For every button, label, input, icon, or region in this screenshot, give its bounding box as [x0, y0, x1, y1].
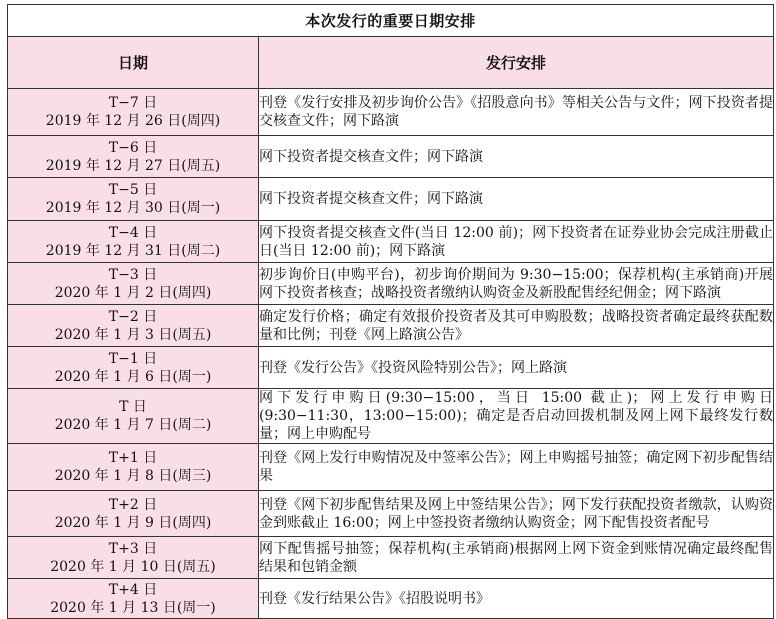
trading-day-label: T−7 日	[108, 95, 158, 111]
date-cell	[8, 305, 259, 347]
table-row	[8, 444, 774, 491]
calendar-date-label: 2020 年 1 月 9 日(周四)	[54, 514, 212, 531]
trading-day-label: T+1 日	[108, 450, 158, 466]
date-cell	[8, 389, 259, 444]
date-cell	[8, 263, 259, 305]
arrangement-cell: 网下配售摇号抽签；保荐机构(主承销商)根据网上网下资金到账情况确定最终配售结果和包销金额	[259, 537, 774, 579]
trading-day-label: T−1 日	[108, 350, 158, 367]
trading-day-label: T−2 日	[108, 308, 158, 325]
arrangement-cell: 刊登《网下初步配售结果及网上中签结果公告》；网下发行获配投资者缴款，认购资金到账截止 16:00；网上中签投资者缴纳认购资金；网下配售投资者配号	[259, 491, 774, 537]
table-row	[8, 136, 774, 178]
date-cell	[8, 178, 259, 221]
arrangement-cell: 初步询价日(申购平台)，初步询价期间为 9:30−15:00；保荐机构(主承销商)开展网下投资者核查；战略投资者缴纳认购资金及新股配售经纪佣金；网下路演	[259, 263, 774, 305]
table-row	[8, 491, 774, 537]
arrangement-cell: 网下投资者提交核查文件；网下路演	[259, 136, 774, 178]
table-row	[8, 537, 774, 579]
trading-day-label: T+2 日	[108, 496, 158, 513]
arrangement-cell: 网下投资者提交核查文件；网下路演	[259, 178, 774, 221]
calendar-date-label: 2020 年 1 月 8 日(周三)	[54, 468, 212, 484]
arrangement-cell: 刊登《发行安排及初步询价公告》《招股意向书》等相关公告与文件；网下投资者提交核查文件；网下路演	[259, 89, 774, 136]
trading-day-label: T−3 日	[108, 266, 158, 283]
trading-day-label: T−5 日	[108, 182, 158, 198]
arrangement-cell: 刊登《发行公告》《投资风险特别公告》；网上路演	[259, 347, 774, 389]
calendar-date-label: 2019 年 12 月 26 日(周四)	[45, 113, 221, 129]
calendar-date-label: 2020 年 1 月 6 日(周一)	[54, 368, 212, 385]
arrangement-cell: 网下发行申购日(9:30−15:00，当日 15:00 截止)；网上发行申购日(9:30−11:30，13:00−15:00)；确定是否启动回拨机制及网上网下最终发行数量；网上申购配号	[259, 390, 774, 442]
calendar-date-label: 2020 年 1 月 3 日(周五)	[54, 326, 212, 343]
date-cell	[8, 491, 259, 537]
table-header-row	[8, 37, 774, 89]
column-header-date: 日期	[8, 37, 259, 89]
schedule-table	[7, 4, 774, 619]
table-row	[8, 178, 774, 221]
table-title-row	[8, 5, 774, 37]
date-cell	[8, 89, 259, 136]
calendar-date-label: 2019 年 12 月 27 日(周五)	[45, 157, 221, 174]
trading-day-label: T+4 日	[108, 581, 158, 598]
arrangement-cell: 确定发行价格；确定有效报价投资者及其可申购股数；战略投资者确定最终获配数量和比例；刊登《网上路演公告》	[259, 305, 774, 347]
date-cell	[8, 136, 259, 178]
calendar-date-label: 2019 年 12 月 30 日(周一)	[45, 200, 221, 216]
arrangement-cell: 网下投资者提交核查文件(当日 12:00 前)；网下投资者在证券业协会完成注册截止日(当日 12:00 前)；网下路演	[259, 221, 774, 263]
table-row	[8, 263, 774, 305]
calendar-date-label: 2019 年 12 月 31 日(周二)	[45, 242, 221, 259]
date-cell	[8, 347, 259, 389]
table-title: 本次发行的重要日期安排	[8, 5, 774, 37]
arrangement-cell: 刊登《网上发行申购情况及中签率公告》；网上申购摇号抽签；确定网下初步配售结果	[259, 444, 774, 491]
date-cell	[8, 537, 259, 579]
calendar-date-label: 2020 年 1 月 13 日(周一)	[50, 599, 216, 616]
calendar-date-label: 2020 年 1 月 10 日(周五)	[50, 558, 216, 575]
trading-day-label: T+3 日	[108, 540, 158, 557]
table-row	[8, 89, 774, 136]
date-cell	[8, 444, 259, 491]
trading-day-label: T−4 日	[108, 224, 158, 241]
trading-day-label: T 日	[119, 399, 147, 415]
table-row	[8, 389, 774, 444]
column-header-arrangement: 发行安排	[259, 37, 774, 89]
table-row	[8, 221, 774, 263]
date-cell	[8, 221, 259, 263]
arrangement-cell: 刊登《发行结果公告》《招股说明书》	[259, 579, 774, 619]
calendar-date-label: 2020 年 1 月 7 日(周二)	[54, 417, 212, 433]
table-row	[8, 347, 774, 389]
calendar-date-label: 2020 年 1 月 2 日(周四)	[54, 284, 212, 301]
table-row	[8, 305, 774, 347]
trading-day-label: T−6 日	[108, 139, 158, 156]
